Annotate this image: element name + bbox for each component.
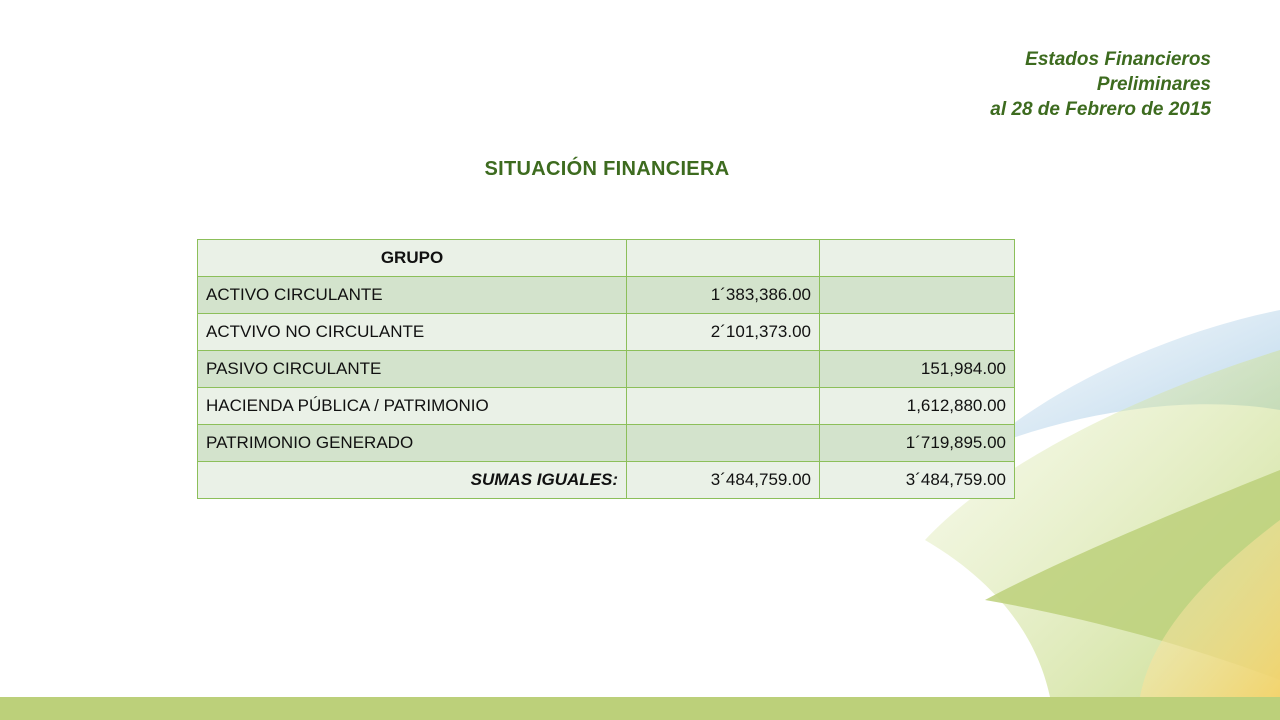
table-row bbox=[198, 314, 1015, 351]
row-credit: 1,612,880.00 bbox=[820, 388, 1015, 425]
row-label: PATRIMONIO GENERADO bbox=[198, 425, 627, 462]
row-credit: 1´719,895.00 bbox=[820, 425, 1015, 462]
table-row bbox=[198, 277, 1015, 314]
row-label: PASIVO CIRCULANTE bbox=[198, 351, 627, 388]
total-debit: 3´484,759.00 bbox=[627, 462, 820, 499]
header-subtitle: Preliminares bbox=[1096, 74, 1211, 95]
total-credit: 3´484,759.00 bbox=[820, 462, 1015, 499]
row-credit bbox=[820, 314, 1015, 351]
section-title: SITUACIÓN FINANCIERA bbox=[484, 158, 730, 180]
bottom-bar bbox=[0, 697, 1280, 720]
financial-position-table bbox=[197, 239, 1015, 499]
column-header-credit bbox=[820, 240, 1015, 277]
table-row bbox=[198, 351, 1015, 388]
row-label: ACTIVO CIRCULANTE bbox=[198, 277, 627, 314]
table-header-row bbox=[198, 240, 1015, 277]
total-label: SUMAS IGUALES: bbox=[198, 462, 627, 499]
row-debit bbox=[627, 425, 820, 462]
table-row bbox=[198, 425, 1015, 462]
row-debit: 1´383,386.00 bbox=[627, 277, 820, 314]
column-header-debit bbox=[627, 240, 820, 277]
table-total-row bbox=[198, 462, 1015, 499]
row-debit: 2´101,373.00 bbox=[627, 314, 820, 351]
header-date: al 28 de Febrero de 2015 bbox=[990, 99, 1211, 120]
report-header bbox=[990, 47, 1211, 122]
column-header-group: GRUPO bbox=[198, 240, 627, 277]
row-debit bbox=[627, 388, 820, 425]
header-title: Estados Financieros bbox=[1025, 49, 1211, 70]
row-debit bbox=[627, 351, 820, 388]
row-label: HACIENDA PÚBLICA / PATRIMONIO bbox=[198, 388, 627, 425]
table-row bbox=[198, 388, 1015, 425]
row-credit: 151,984.00 bbox=[820, 351, 1015, 388]
row-label: ACTVIVO NO CIRCULANTE bbox=[198, 314, 627, 351]
row-credit bbox=[820, 277, 1015, 314]
